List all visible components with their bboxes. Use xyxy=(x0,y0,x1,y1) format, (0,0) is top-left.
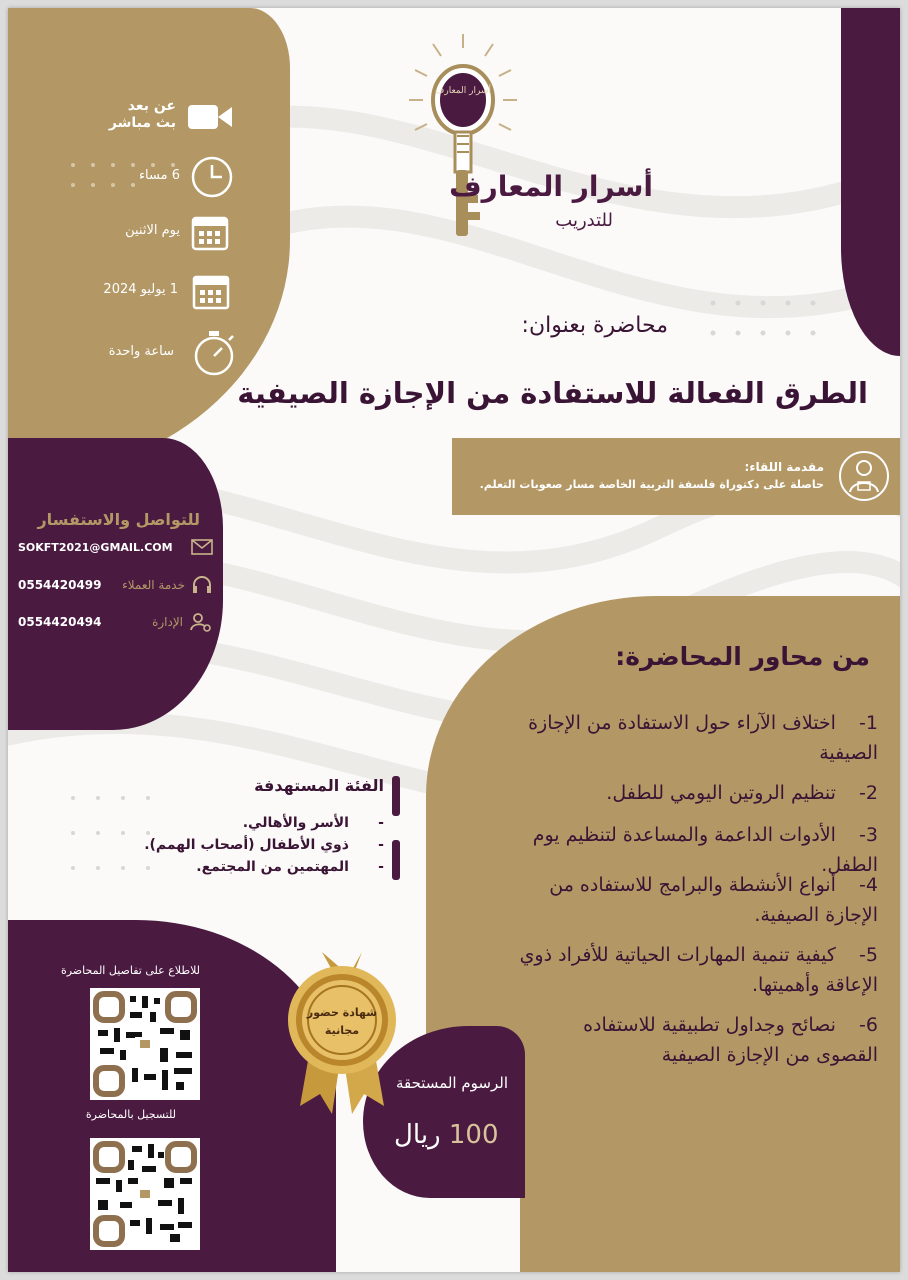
duration-text: ساعة واحدة xyxy=(108,344,174,359)
topic-item-3: 3- الأدوات الداعمة والمساعدة لتنظيم يوم الطفل. xyxy=(532,824,878,876)
time-row xyxy=(88,155,238,199)
calendar-date-icon xyxy=(192,272,230,310)
target-item: - المهتمين من المجتمع. xyxy=(196,859,384,875)
admin-user-gear-icon xyxy=(189,611,213,633)
mode-line1: عن بعد xyxy=(127,98,176,114)
topic-item-1: 1- اختلاف الآراء حول الاستفادة من الإجازة الصيفية xyxy=(528,712,878,764)
mode-row xyxy=(68,96,238,136)
clock-icon xyxy=(190,155,234,199)
fees-amount xyxy=(394,1120,499,1150)
qr-code-register[interactable] xyxy=(90,1138,200,1250)
day-text: يوم الاثنين xyxy=(125,223,180,238)
calendar-icon xyxy=(190,212,230,252)
topics-heading: من محاور المحاضرة: xyxy=(615,642,870,671)
presenter-label: مقدمة اللقاء: xyxy=(744,460,824,474)
mode-line2: بث مباشر xyxy=(108,115,176,131)
service-phone[interactable]: 0554420499 xyxy=(18,578,102,592)
certificate-line2: مجانية xyxy=(324,1024,360,1037)
email-row[interactable] xyxy=(18,539,213,555)
presenter-bar xyxy=(452,438,900,515)
target-list xyxy=(124,812,384,878)
date-text: 1 يوليو 2024 xyxy=(103,282,178,297)
topics-panel-bottom xyxy=(520,1088,900,1272)
target-marker xyxy=(392,776,400,816)
target-item: - ذوي الأطفال (أصحاب الهمم). xyxy=(144,837,384,853)
topic-item-4: 4- أنواع الأنشطة والبرامج للاستفاده من الإجازة الصيفية. xyxy=(549,874,878,926)
lecture-title: الطرق الفعالة للاستفادة من الإجازة الصيفية xyxy=(237,376,868,410)
key-logo-text: أسرار المعارف xyxy=(435,86,491,96)
topic-item-6: 6- نصائح وجداول تطبيقية للاستفاده القصوى من الإجازة الصيفية xyxy=(583,1014,878,1066)
fees-amount-value: 100 xyxy=(448,1120,499,1150)
contact-heading: للتواصل والاستفسار xyxy=(37,510,200,529)
video-camera-icon xyxy=(186,102,234,132)
target-marker-2 xyxy=(392,840,400,880)
certificate-medal xyxy=(282,948,402,1118)
date-row xyxy=(88,270,238,314)
presenter-desc: حاصلة على دكتوراة فلسفة التربية الخاصة مسار صعوبات التعلم. xyxy=(479,478,824,491)
email-text[interactable]: SOKFT2021@GMAIL.COM xyxy=(18,540,173,554)
brand-logo xyxy=(403,30,653,250)
admin-label: الإدارة xyxy=(152,615,183,629)
headset-icon xyxy=(191,574,213,596)
service-row[interactable] xyxy=(18,574,213,596)
qr-code-details[interactable] xyxy=(90,988,200,1100)
top-right-accent xyxy=(841,8,900,356)
brand-sub: للتدريب xyxy=(555,210,613,231)
dots-decor-2 xyxy=(708,298,838,348)
key-logo-icon xyxy=(403,30,523,240)
duration-row xyxy=(88,328,238,378)
admin-row[interactable] xyxy=(18,611,213,633)
target-item: - الأسر والأهالي. xyxy=(242,815,384,831)
qr-register-label: للتسجيل بالمحاضرة xyxy=(85,1108,176,1121)
qr-details-label: للاطلاع على تفاصيل المحاضرة xyxy=(60,964,200,977)
brand-name: أسرار المعارف xyxy=(449,170,653,203)
certificate-line1: شهادة حضور xyxy=(306,1006,378,1019)
topic-item-5: 5- كيفية تنمية المهارات الحياتية للأفراد ذوي الإعاقة وأهميتها. xyxy=(519,944,878,996)
time-text: 6 مساء xyxy=(138,168,180,183)
flyer-page xyxy=(8,8,900,1272)
service-label: خدمة العملاء xyxy=(122,578,185,592)
admin-phone[interactable]: 0554420494 xyxy=(18,615,102,629)
fees-label: الرسوم المستحقة xyxy=(395,1074,508,1092)
fees-currency: ريال xyxy=(394,1120,441,1150)
stopwatch-icon xyxy=(190,328,238,378)
lecture-intro: محاضرة بعنوان: xyxy=(521,313,668,338)
target-heading: الفئة المستهدفة xyxy=(254,776,384,795)
presenter-icon xyxy=(838,450,890,502)
day-row xyxy=(88,212,238,256)
mail-icon xyxy=(191,539,213,555)
topic-item-2: 2- تنظيم الروتين اليومي للطفل. xyxy=(606,782,878,804)
